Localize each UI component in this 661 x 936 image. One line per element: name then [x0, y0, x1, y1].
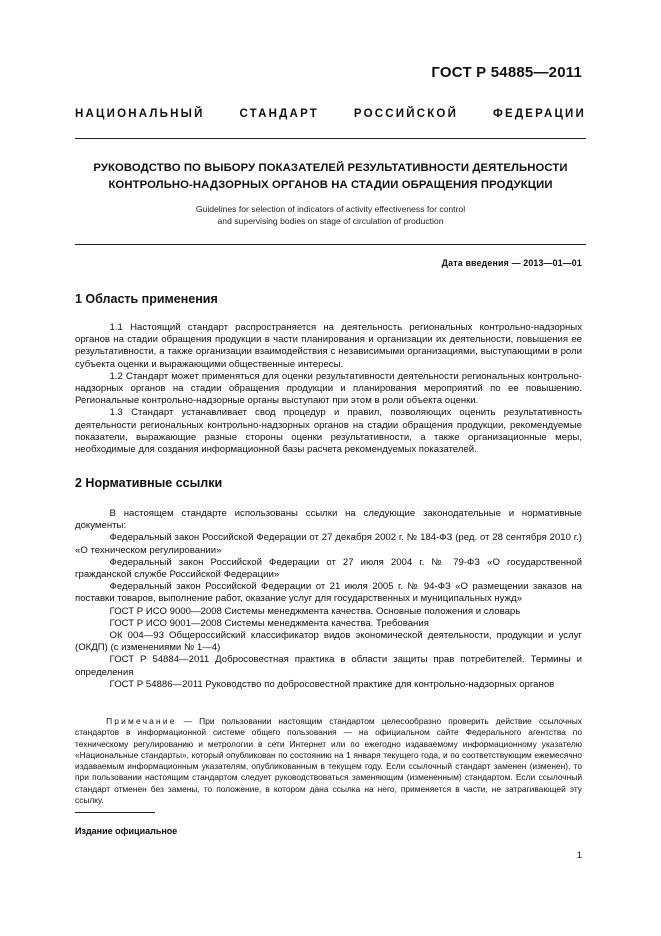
reference-item: Федеральный закон Российской Федерации от 21 июля 2005 г. № 94-ФЗ «О размещении заказов на поставки товаров, выполнение работ, оказание услуг для государственных и муниципальных нужд»: [75, 581, 582, 605]
note-paragraph: [75, 716, 582, 806]
top-divider: [75, 138, 586, 139]
paragraph: 1.1 Настоящий стандарт распространяется на деятельность региональных контрольно-надзорных органов на стадии обращения продукции в части планирования и организации их деятельности, повышения ее результативности, а также организации взаимодействия с независимыми организациями, выступающими в роли субъекта оценки и выражающими общественные интересы.: [75, 322, 582, 370]
reference-item: ГОСТ Р ИСО 9001—2008 Системы менеджмента качества. Требования: [109, 617, 429, 629]
paragraph: 1.2 Стандарт может применяться для оценки результативности деятельности региональных контрольно-надзорных органов на стадии обращения продукции и планирования мероприятий по ее повышению. Региональные контрольно-надзорные органы выступают при этом в роли объекта оценки.: [75, 370, 582, 407]
english-title-line: and supervising bodies on stage of circulation of production: [217, 215, 444, 226]
english-title: [75, 204, 586, 227]
section-heading: 1 Область применения: [75, 292, 218, 306]
title-line: РУКОВОДСТВО ПО ВЫБОРУ ПОКАЗАТЕЛЕЙ РЕЗУЛЬТАТИВНОСТИ ДЕЯТЕЛЬНОСТИ: [93, 162, 568, 174]
national-word: СТАНДАРТ: [239, 108, 320, 120]
english-title-line: Guidelines for selection of indicators of activity effectiveness for control: [195, 204, 466, 214]
section-2-body: [75, 508, 582, 691]
reference-item: ГОСТ Р 54886—2011 Руководство по добросовестной практике для контрольно-надзорных органов: [109, 678, 555, 690]
official-edition: Издание официальное: [75, 826, 178, 836]
national-word: ФЕДЕРАЦИИ: [492, 108, 586, 120]
reference-item: ГОСТ Р ИСО 9000—2008 Системы менеджмента качества. Основные положения и словарь: [109, 605, 521, 617]
title-line: КОНТРОЛЬНО-НАДЗОРНЫХ ОРГАНОВ НА СТАДИИ ОБРАЩЕНИЯ ПРОДУКЦИИ: [108, 179, 553, 191]
reference-item: Федеральный закон Российской Федерации от 27 декабря 2002 г. № 184-ФЗ (ред. от 28 сентября 2010 г.) «О техническом регулировании»: [75, 532, 582, 556]
national-word: НАЦИОНАЛЬНЫЙ: [75, 108, 205, 120]
note-text: — При пользовании настоящим стандартом целесообразно проверить действие ссылочных стандартов в информационной системе общего пользования — на официальном сайте Федерального агентства по техническому регулированию и метрологии в сети Интернет или по ежегодно издаваемому информационному указателю «Национальные стандарты», который опубликован по состоянию на 1 января текущего года, и по соответствующим ежемесячно издаваемым информационным указателям, опубликованным в текущем году. Если ссылочный стандарт заменен (изменен), то при пользовании настоящим стандартом следует руководствоваться заменяющим (измененным) стандартом. Если ссылочный стандарт отменен без замены, то положение, в котором дана ссылка на него, применяется в части, не затрагивающей эту ссылку.: [75, 716, 582, 806]
standard-code: ГОСТ Р 54885—2011: [431, 64, 582, 81]
page-number: 1: [576, 850, 582, 861]
section-1-body: [75, 322, 582, 456]
national-word: РОССИЙСКОЙ: [353, 108, 459, 120]
paragraph: В настоящем стандарте использованы ссылки на следующие законодательные и нормативные документы:: [75, 508, 582, 532]
footer-divider: [75, 812, 155, 813]
title-divider: [75, 244, 586, 245]
paragraph: 1.3 Стандарт устанавливает свод процедур и правил, позволяющих оценить результативность деятельности региональных контрольно-надзорных органов на стадии обращения продукции, рекомендуемые показатели, выражающие разные стороны оценки результативности, а также организационные меры, необходимые для создания информационной базы расчета рекомендуемых показателей.: [75, 407, 582, 456]
introduction-date: Дата введения — 2013—01—01: [441, 258, 582, 268]
note: [75, 716, 582, 806]
section-heading: 2 Нормативные ссылки: [75, 476, 223, 490]
national-standard-heading: [75, 108, 586, 120]
note-label: Примечание: [106, 716, 177, 726]
reference-item: ОК 004—93 Общероссийский классификатор видов экономической деятельности, продукции и услуг (ОКДП) (с изменениями № 1—4): [75, 630, 582, 654]
reference-item: Федеральный закон Российской Федерации от 27 июля 2004 г. № 79-ФЗ «О государственной гражданской службе Российской Федерации»: [75, 556, 582, 581]
reference-item: ГОСТ Р 54884—2011 Добросовестная практика в области защиты прав потребителей. Термины и определения: [75, 654, 582, 678]
document-title: [75, 160, 586, 194]
